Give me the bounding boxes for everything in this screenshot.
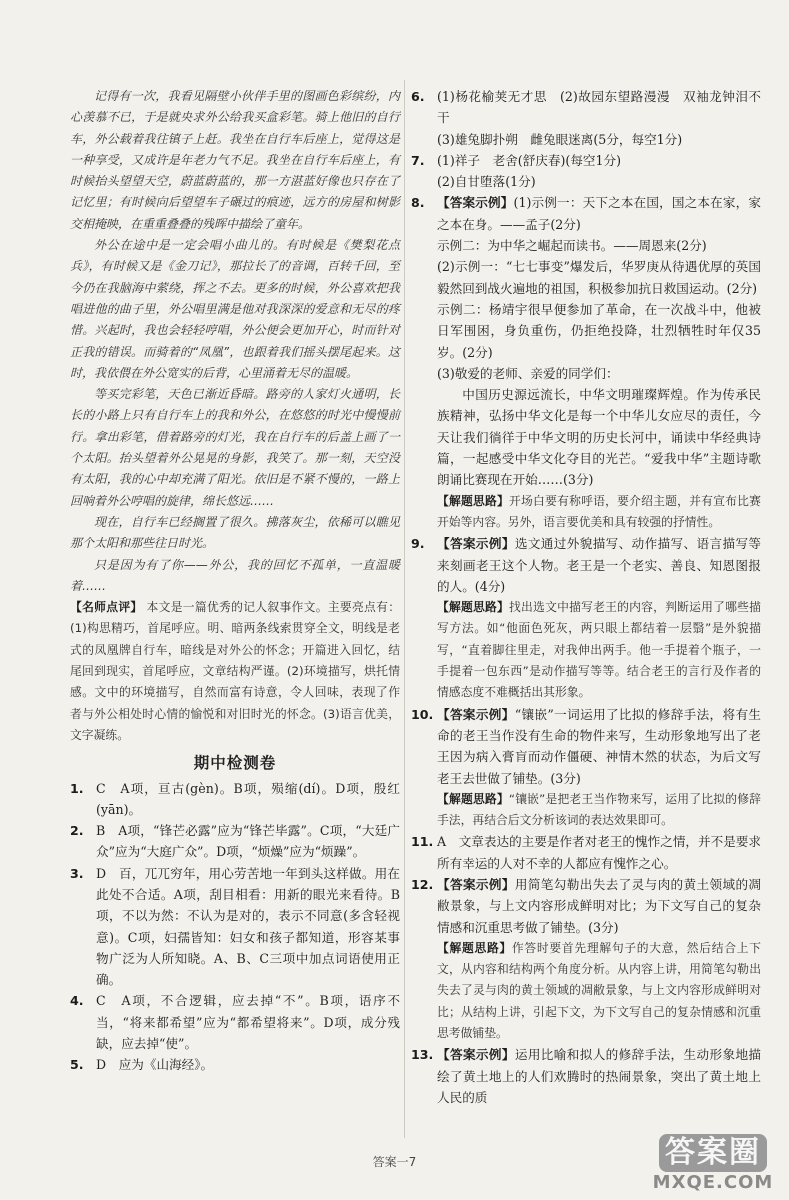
item-text: D 百，兀兀穷年，用心劳苦地一年到头这样做。用在此处不合适。A项，刮目相看：用新的眼光来看待。B项，不以为然：不认为是对的，表示不同意(多含轻视意)。C项，妇孺皆知：妇女和孩子都知道，形容某事物广泛为人所知晓。A、B、C三项中加点词语使用正确。 [96, 865, 400, 988]
solution-tip [437, 491, 761, 534]
left-column [70, 86, 400, 1076]
watermark-top: 答案圈 [659, 1134, 767, 1172]
commentary-text: 本文是一篇优秀的记人叙事作文。主要亮点有：(1)构思精巧，首尾呼应。明、暗两条线索贯穿全文，明线是老式的凤凰牌自行车，暗线是对外公的怀念；开篇进入回忆，结尾回到现实，首尾呼应，文章结构严谨。(2)环境描写，烘托情感。文中的环境描写，自然而富有诗意，令人回味，表现了作者与外公相处时心情的愉悦和对旧时光的怀念。(3)语言优美，文字凝练。 [70, 600, 400, 742]
item-number: 6 . [411, 86, 425, 107]
answer-example-tag: 【答案示例】 [437, 195, 514, 211]
answer-item [70, 820, 400, 863]
item-line: (1)祥子 老舍(舒庆春)(每空1分) [437, 152, 622, 168]
essay-paragraph: 记得有一次，我看见隔壁小伙伴手里的图画色彩缤纷，内心羡慕不已，于是就央求外公给我买盒彩笔。骑上他旧的自行车，外公载着我往镇子上赶。我坐在自行车后座上，觉得这是一种享受，又成许是年老力气不足。我坐在自行车后座上，有时候抬头望望天空，蔚蓝蔚蓝的，那一方湛蓝好像也只存在了记忆里；有时候向后望望车子碾过的痕迹，远方的房屋和树影交相掩映，在重重叠叠的残晖中描绘了童年。 [70, 89, 400, 231]
right-column [411, 86, 761, 1108]
item-line [437, 874, 761, 938]
answer-item [411, 831, 761, 874]
item-line [437, 192, 761, 235]
item-line-text: 运用比喻和拟人的修辞手法，生动形象地描绘了黄土地上的人们欢腾时的热闹景象，突出了黄土地上人民的质 [437, 1047, 762, 1105]
item-line: A 文章表达的主要是作者对老王的愧怍之情，并不是要求所有幸运的人对不幸的人都应有愧怍之心。 [437, 834, 761, 871]
answer-item [411, 874, 761, 1044]
teacher-commentary [70, 597, 400, 746]
item-line: (2)自甘堕落(1分) [437, 174, 536, 190]
item-number: 5 . [70, 1054, 84, 1075]
solution-tip [437, 789, 761, 832]
answer-item [411, 192, 761, 533]
answer-example-tag: 【答案示例】 [437, 706, 515, 722]
answer-item [411, 704, 761, 832]
item-number: 11 . [411, 831, 433, 852]
solution-tip-text: 开场白要有称呼语，要介绍主题，并有宣布比赛开始等内容。另外，语言要优美和具有较强的抒情性。 [437, 493, 761, 529]
item-number: 4 . [70, 990, 84, 1011]
column-divider [404, 80, 405, 1138]
essay-paragraph: 等买完彩笔，天色已渐近昏暗。路旁的人家灯火通明，长长的小路上只有自行车上的我和外公，在悠悠的时光中慢慢前行。拿出彩笔，借着路旁的灯光，我在自行车的后盖上画了一个太阳。抬头望着外公晃晃的身影，我笑了。那一刻，天空没有太阳，我的心中却充满了阳光。依旧是不紧不慢的，一路上回响着外公哼唱的旋律，绵长悠远…… [70, 387, 400, 508]
item-line: (2)示例一：“七七事变”爆发后，华罗庚从待遇优厚的英国毅然回到战火遍地的祖国，积极参加抗日救国运动。(2分) [437, 259, 761, 296]
item-number: 1 . [70, 778, 84, 799]
solution-tip-text: “镶嵌”是把老王当作物来写，运用了比拟的修辞手法，再结合后文分析该词的表达效果即可。 [437, 791, 761, 828]
answer-item [411, 150, 761, 193]
page-number: 答案一7 [372, 1155, 417, 1169]
watermark-logo [643, 1134, 783, 1196]
item-number: 2 . [70, 820, 84, 841]
item-line [437, 533, 761, 597]
answer-item [70, 1054, 400, 1075]
item-line: 示例二：为中华之崛起而读书。——周恩来(2分) [437, 238, 707, 254]
answer-item [411, 533, 761, 703]
answer-example-tag: 【答案示例】 [437, 1047, 515, 1063]
solution-tip [437, 938, 761, 1044]
item-line [437, 704, 761, 789]
item-text: C A项，不合逻辑，应去掉“不”。B项，语序不当，“将来都希望”应为“都希望将来”。D项，成分残缺，应去掉“使”。 [96, 993, 400, 1052]
item-line: (3)雄兔脚扑朔 雌兔眼迷离(5分，每空1分) [437, 131, 683, 147]
essay-paragraph: 外公在途中是一定会唱小曲儿的。有时候是《樊梨花点兵》，有时候又是《金刀记》，那拉长了的音调，百转千回，至今仍在我脑海中萦绕，挥之不去。更多的时候，外公喜欢把我唱进他的曲子里，外公唱里满是他对我深深的爱意和无尽的疼惜。兴起时，我也会轻轻哼唱，外公便会更加开心，时而针对正我的错误。而骑着的“凤凰”，也跟着我们摇头摆尾起来。这时，我依偎在外公宽实的后背，心里涌着无尽的温暖。 [70, 238, 400, 380]
item-number: 10 . [411, 704, 433, 725]
item-line-text: (1)示例一：天下之本在国，国之本在家，家之本在身。——孟子(2分) [437, 195, 762, 232]
item-line: 中国历史源远流长，中华文明璀璨辉煌。作为传承民族精神，弘扬中华文化是每一个中华儿女应尽的责任，今天让我们徜徉于中华文明的历史长河中，诵读中华经典诗篇，一起感受中华文化夺目的光芒。“爱我中华”主题诗歌朗诵比赛现在开始……(3分) [437, 387, 761, 488]
item-number: 7 . [411, 150, 425, 171]
item-text: B A项，“锋芒必露”应为“锋芒毕露”。C项，“大廷广众”应为“大庭广众”。D项，“烦燥”应为“烦躁”。 [96, 823, 400, 860]
item-line: (1)杨花榆荚无才思 (2)故园东望路漫漫 双袖龙钟泪不干 [437, 89, 761, 126]
solution-tip-tag: 【解题思路】 [437, 493, 510, 508]
solution-tip-text: 作答时要首先理解句子的大意，然后结合上下文，从内容和结构两个角度分析。从内容上讲，用简笔勾勒出失去了灵与肉的黄土领域的凋敝景象，与上文内容形成鲜明对比；从结构上讲，引起下文，为下文写自己的复杂情感和沉重思考做铺垫。 [437, 940, 761, 1041]
section-title: 期中检测卷 [193, 754, 277, 773]
solution-tip-tag: 【解题思路】 [437, 940, 512, 955]
answer-item [70, 778, 400, 821]
item-number: 8 . [411, 192, 425, 213]
solution-tip [437, 597, 761, 703]
item-number: 12 . [411, 874, 433, 895]
item-line-text: 用简笔勾勒出失去了灵与肉的黄土领域的凋敝景象，与上文内容形成鲜明对比；为下文写自己的复杂情感和沉重思考做了铺垫。(3分) [437, 876, 762, 935]
commentary-label: 【名师点评】 [70, 600, 143, 615]
solution-tip-tag: 【解题思路】 [437, 791, 509, 806]
item-text: D 应为《山海经》。 [96, 1057, 214, 1073]
item-line-text: 选文通过外貌描写、动作描写、语言描写等来刻画老王这个人物。老王是一个老实、善良、知恩图报的人。(4分) [437, 536, 762, 594]
item-line [437, 1044, 761, 1108]
essay-paragraph: 现在，自行车已经搁置了很久。拂落灰尘，依稀可以瞧见那个太阳和那些往日时光。 [70, 514, 400, 551]
solution-tip-tag: 【解题思路】 [437, 600, 510, 615]
item-number: 13 . [411, 1044, 433, 1065]
answer-item [70, 990, 400, 1054]
answer-item [411, 1044, 761, 1108]
answer-item [411, 86, 761, 150]
item-line-text: “镶嵌”一词运用了比拟的修辞手法，将有生命的老王当作没有生命的物件来写，生动形象地写出了老王因为病入膏肓而动作僵硬、神情木然的状态，为后文写老王去世做了铺垫。(3分) [437, 706, 762, 786]
answer-example-tag: 【答案示例】 [437, 536, 515, 552]
solution-tip-text: 找出选文中描写老王的内容，判断运用了哪些描写方法。如“他面色死灰，两只眼上都结着一层翳”是外貌描写，“直着脚往里走，对我伸出两手。他一手提着个瓶子，一手提着一包东西”是动作描写等等。结合老王的言行及作者的情感态度不难概括出其形象。 [437, 600, 761, 700]
essay-paragraph: 只是因为有了你——外公，我的回忆不孤单，一直温暖着…… [70, 557, 400, 593]
item-line: (3)敬爱的老师、亲爱的同学们： [437, 365, 619, 381]
watermark-bottom: MXQE.COM [652, 1172, 774, 1193]
item-number: 9 . [411, 533, 425, 554]
item-line: 示例二：杨靖宇很早便参加了革命，在一次战斗中，他被日军围困，身负重伤，仍拒绝投降，壮烈牺牲时年仅35岁。(2分) [437, 301, 761, 360]
item-number: 3 . [70, 863, 84, 884]
answer-example-tag: 【答案示例】 [437, 876, 515, 892]
answer-item [70, 863, 400, 991]
item-text: C A项，亘古(gèn)。B项，殒缩(dí)。D项，殷红(yān)。 [96, 780, 400, 817]
